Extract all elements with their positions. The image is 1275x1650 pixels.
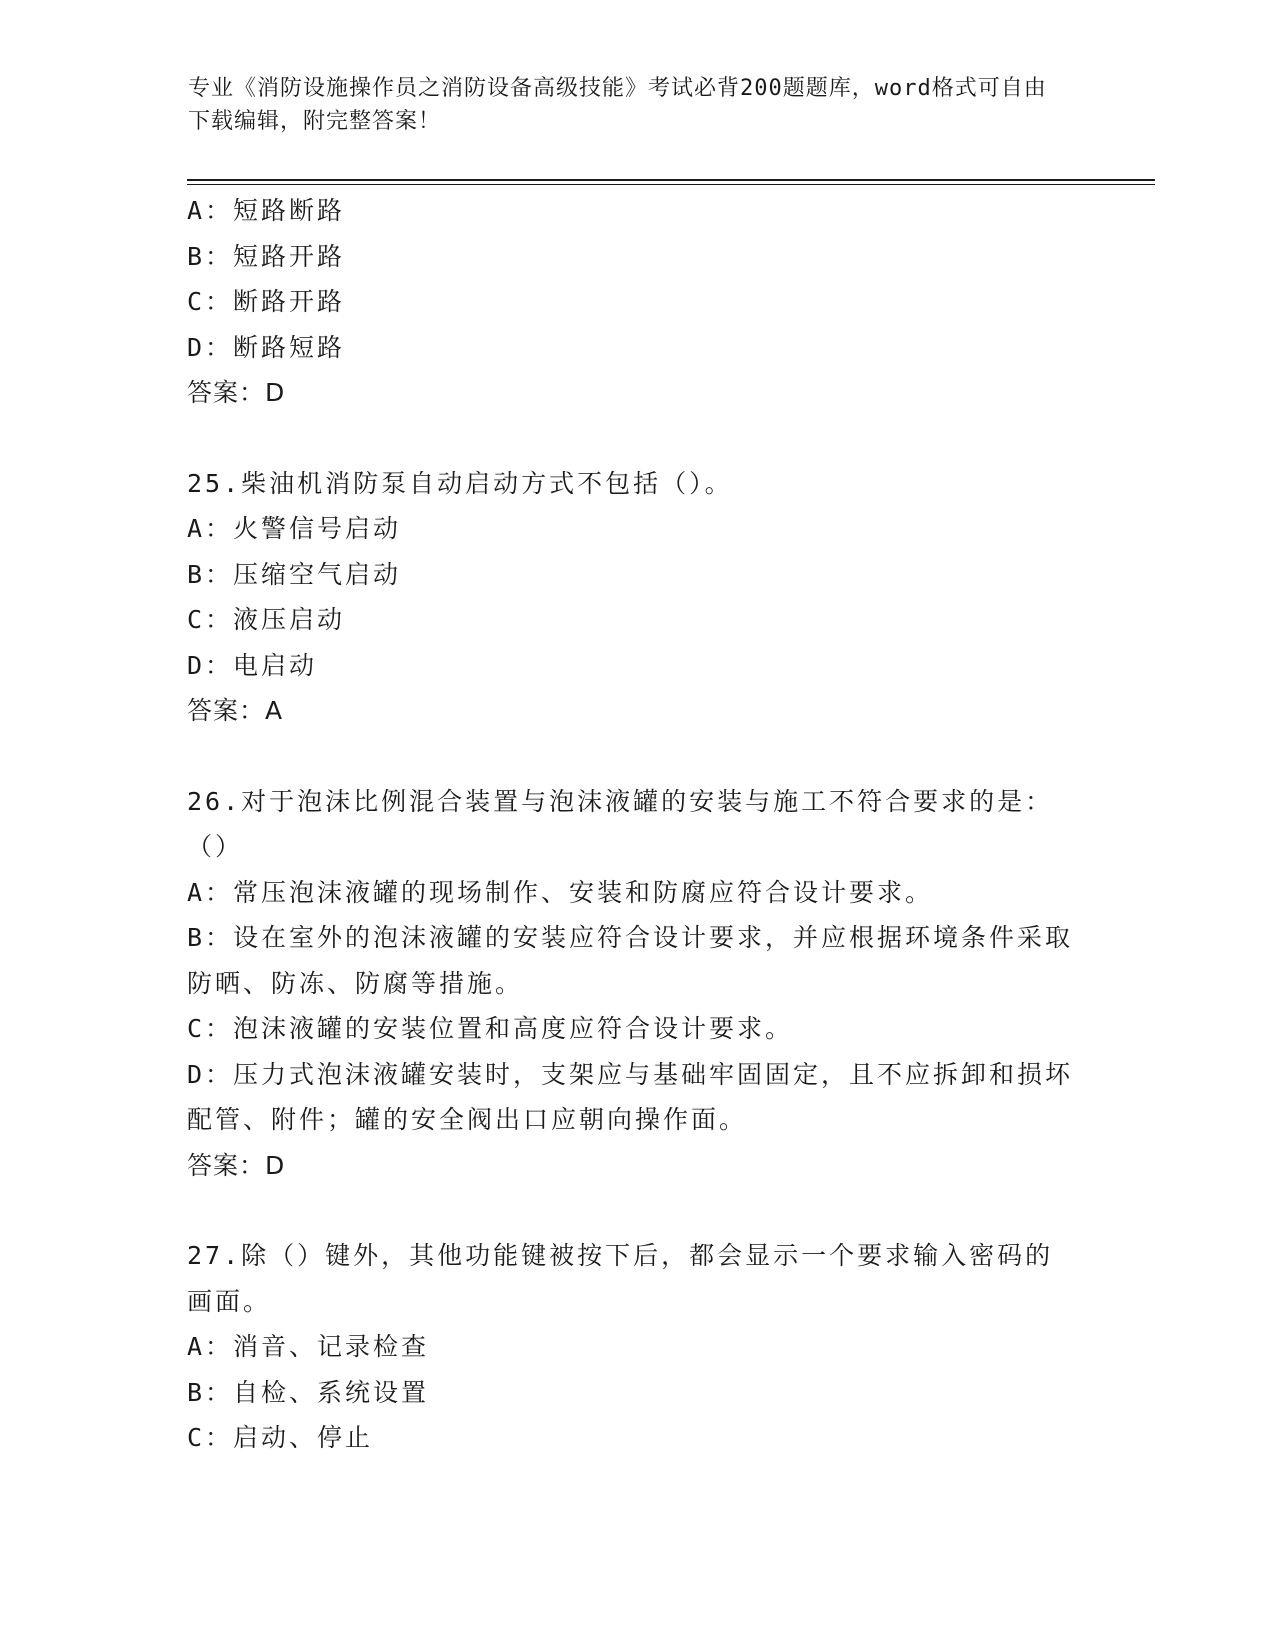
spacer: [187, 416, 1077, 461]
q26-option-d: D：压力式泡沫液罐安装时，支架应与基础牢固固定，且不应拆卸和损坏配管、附件；罐的安全阀出口应朝向操作面。: [187, 1059, 1074, 1134]
q24-option-a: A：短路断路: [187, 196, 346, 225]
question-list: [187, 188, 1077, 1461]
q26-question: 26.对于泡沫比例混合装置与泡沫液罐的安装与施工不符合要求的是：（）: [187, 786, 1054, 861]
q24-option-d: D：断路短路: [187, 332, 346, 362]
q25-option-a: A：火警信号启动: [187, 514, 402, 543]
q26-answer: 答案：D: [187, 1150, 286, 1180]
q25-question: 25.柴油机消防泵自动启动方式不包括（）。: [187, 468, 733, 498]
q25-option-d: D：电启动: [187, 650, 318, 680]
q27-question: 27.除（）键外，其他功能键被按下后，都会显示一个要求输入密码的画面。: [187, 1241, 1054, 1316]
document-header: [188, 72, 1068, 138]
spacer: [187, 734, 1077, 779]
q26-option-b: B：设在室外的泡沫液罐的安装应符合设计要求，并应根据环境条件采取防晒、防冻、防腐等措施。: [187, 923, 1074, 998]
header-intro-text: 专业《消防设施操作员之消防设备高级技能》考试必背200题题库，word格式可自由下载编辑，附完整答案！: [188, 76, 1047, 134]
q25-option-c: C：液压启动: [187, 605, 346, 634]
q25-option-b: B：压缩空气启动: [187, 559, 402, 589]
header-rule-thick: [187, 179, 1155, 181]
q27-option-c: C：启动、停止: [187, 1423, 374, 1452]
q26-option-c: C：泡沫液罐的安装位置和高度应符合设计要求。: [187, 1014, 794, 1043]
q27-option-b: B：自检、系统设置: [187, 1377, 430, 1407]
q25-answer: 答案：A: [187, 696, 284, 725]
spacer: [187, 1188, 1077, 1233]
q27-option-a: A：消音、记录检查: [187, 1332, 430, 1361]
q24-option-b: B：短路开路: [187, 241, 346, 271]
question-25: [187, 461, 1077, 734]
question-24: [187, 188, 1077, 416]
q24-option-c: C：断路开路: [187, 287, 346, 316]
header-rule-thin: [187, 184, 1155, 185]
question-26: [187, 779, 1077, 1189]
q26-option-a: A：常压泡沫液罐的现场制作、安装和防腐应符合设计要求。: [187, 877, 934, 907]
q24-answer: 答案：D: [187, 378, 286, 407]
question-27: [187, 1233, 1077, 1461]
